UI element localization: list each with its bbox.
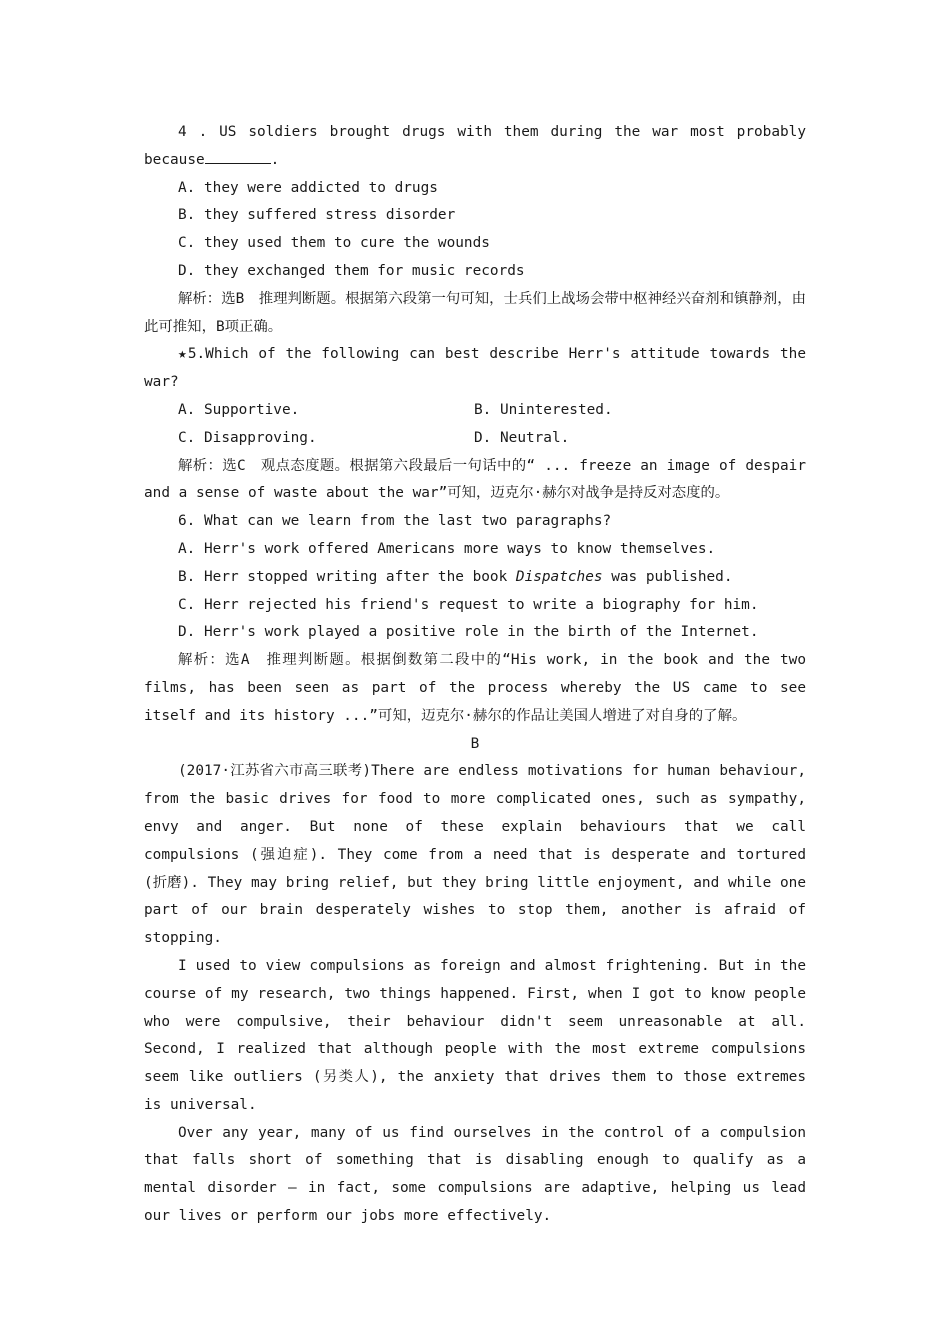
- question-4-analysis: 解析：选B 推理判断题。根据第六段第一句可知，士兵们上战场会带中枢神经兴奋剂和镇静剂，由此可推知，B项正确。: [144, 290, 806, 335]
- question-5-analysis: 解析：选C 观点态度题。根据第六段最后一句话中的“ ... freeze an image of despair and a sense of waste about the war”可知，迈克尔·赫尔对战争是持反对态度的。: [144, 457, 806, 502]
- document-page: [144, 119, 806, 1231]
- question-6-stem: 6. What can we learn from the last two paragraphs?: [178, 513, 612, 530]
- book-title: Dispatches: [515, 568, 603, 585]
- option-b-text: B. Herr stopped writing after the book: [178, 568, 516, 585]
- option-b-text-end: was published.: [602, 568, 733, 585]
- passage-paragraph-1: (2017·江苏省六市高三联考)There are endless motivations for human behaviour, from the basic drives for food to more complicated ones, such as sympathy, envy and anger. But none of these explain behaviours that we call compulsions (强迫症). They come from a need that is desperate and tortured (折磨). They may bring relief, but they bring little enjoyment, and while one part of our brain desperately wishes to stop them, another is afraid of stopping.: [144, 763, 806, 947]
- section-heading: B: [470, 735, 480, 752]
- question-6-option-c: C. Herr rejected his friend's request to write a biography for him.: [178, 596, 759, 613]
- question-5-option-d: D. Neutral.: [474, 429, 570, 446]
- question-5-options-row-1: [144, 397, 806, 425]
- question-6-option-a: A. Herr's work offered Americans more ways to know themselves.: [178, 540, 716, 557]
- question-5-options-row-2: [144, 425, 806, 453]
- passage-paragraph-2: I used to view compulsions as foreign and almost frightening. But in the course of my research, two things happened. First, when I got to know people who were compulsive, their behaviour didn't seem unreasonable at all. Second, I realized that although people with the most extreme compulsions seem like outliers (另类人), the anxiety that drives them to those extremes is universal.: [144, 957, 806, 1113]
- passage-paragraph-3: Over any year, many of us find ourselves in the control of a compulsion that falls short of something that is disabling enough to qualify as a mental disorder — in fact, some compulsions are adaptive, helping us lead our lives or perform our jobs more effectively.: [144, 1124, 806, 1225]
- question-5-stem: ★5.Which of the following can best describe Herr's attitude towards the war?: [144, 346, 806, 391]
- answer-blank: [205, 147, 271, 164]
- question-4-option-b: B. they suffered stress disorder: [178, 207, 456, 224]
- question-4-option-a: A. they were addicted to drugs: [178, 179, 438, 196]
- question-4-text: 4 . US soldiers brought drugs with them during the war most probably because: [144, 124, 806, 168]
- question-4-option-c: C. they used them to cure the wounds: [178, 235, 490, 252]
- question-5-option-b: B. Uninterested.: [474, 401, 613, 418]
- question-4-option-d: D. they exchanged them for music records: [178, 262, 525, 279]
- question-5-option-c: C. Disapproving.: [178, 429, 317, 446]
- question-6-option-b: [144, 564, 806, 592]
- question-6-option-d: D. Herr's work played a positive role in the birth of the Internet.: [178, 624, 759, 641]
- question-4-stem: [144, 119, 806, 175]
- question-5-option-a: A. Supportive.: [178, 401, 300, 418]
- question-4-end: .: [270, 151, 280, 168]
- question-6-analysis: 解析：选A 推理判断题。根据倒数第二段中的“His work, in the book and the two films, has been seen as part of the process whereby the US came to see itself and its history ...”可知，迈克尔·赫尔的作品让美国人增进了对自身的了解。: [144, 652, 806, 724]
